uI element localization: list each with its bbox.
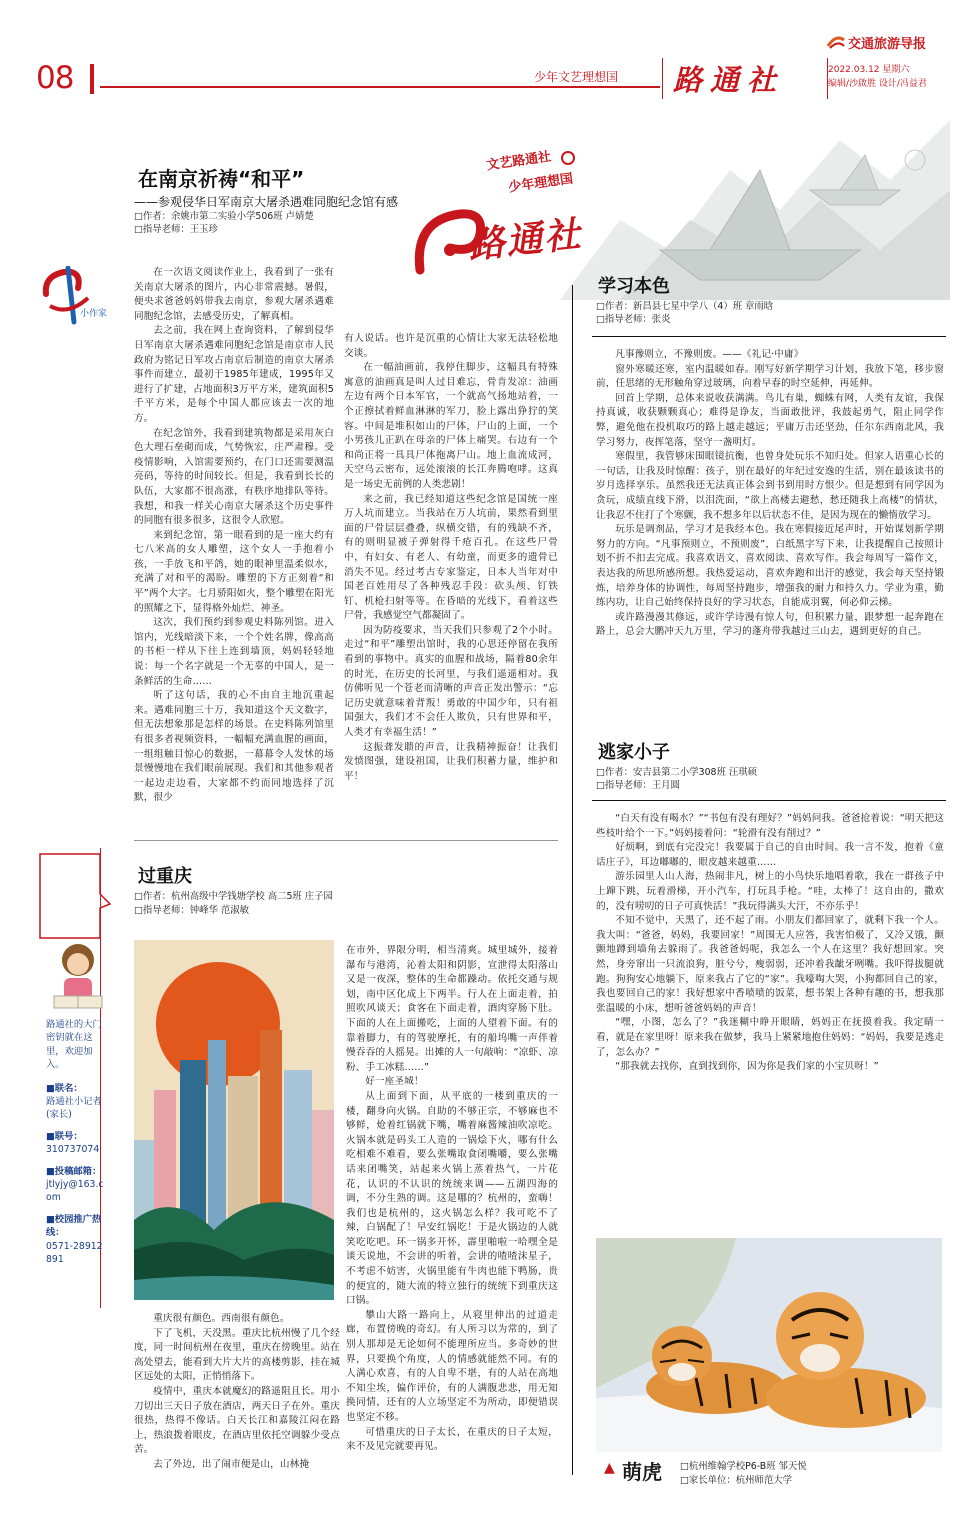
paragraph: 从上面到下面，从平底的一楼到重庆的一楼，翻身向火锅。自助的不够正宗，不够麻也不够鲜，炝着红锅就下嘴，嘴着麻酱辣油吹凉吃。火锅本就是码头工人造的一锅烩下火，哪有什么吃相难不难看，要么张嘴取食闭嘴嚼，要么张嘴话来闭嘴笑，站起来火锅上蒸着热气，一片花花，认识的不认识的统统来调——五湖四海的调，不分生熟的调。这是哪的？杭州的，蛮嗨！我们也是杭州的，这火锅怎么样？我可吃不了辣，白锅配了！早安红锅吃！于是火锅边的人就笑吃吃吧。环一锅多开怀，霹里啪啦一哈嘿全是谈天说地，不会讲的听着，会讲的喳喳沫星子，不考虑不妨害，火锅里能有牛肉也能下鸭肠，贵的便宜的，随大流的特立独行的统统下到重庆这口锅。 xyxy=(346,1090,558,1307)
article1-subtitle: ——参观侵华日军南京大屠杀遇难同胞纪念馆有感 xyxy=(134,195,399,209)
header-red-rule xyxy=(100,86,660,88)
brand-logo xyxy=(826,32,944,52)
article3-title: 过重庆 xyxy=(138,866,192,887)
article3-author: □作者：杭州高级中学钱塘学校 高二5班 庄子园 xyxy=(134,891,333,902)
paragraph: 疫情中，重庆本就魔幻的路遥阻且长。用小刀切出三天日子放在酒店，两天日子在外。重庆很热，热得不像话。白天长江和嘉陵江闷在路上，热浪拨着眼皮，在酒店里依托空调躲少受点苦。 xyxy=(134,1385,340,1456)
paragraph: 在一次语文阅读作业上，我看到了一张有关南京大屠杀的图片，内心非常震撼。暑假，便央求爸爸妈妈带我去南京，参观大屠杀遇难同胞纪念馆，去感受历史，了解真相。 xyxy=(134,267,334,322)
young-writer-logo xyxy=(38,266,116,326)
paragraph: 重庆很有颜色。西南很有颜色。 xyxy=(153,1313,290,1324)
paragraph: 凡事豫则立，不豫则废。——《礼记·中庸》 xyxy=(615,349,804,360)
paragraph: 好一座圣城！ xyxy=(365,1076,424,1088)
tiger-author: □杭州维翰学校P6-B班 邹天悦 xyxy=(680,1461,807,1472)
phone-value: 310737074 xyxy=(46,1144,100,1156)
brand-name: 交通旅游导报 xyxy=(848,37,927,52)
header-bar xyxy=(36,58,946,98)
paragraph: 来到纪念馆，第一眼看到的是一座大约有七八米高的女人雕塑，这个女人一手抱着小孩，一手放飞和平鸽，她的眼神里温柔似水，充满了对和平的渴盼。雕塑的下方正刻着“和平”两个大字。七月骄阳如火，整个雕塑在阳光的照耀之下，显得格外灿烂、神圣。 xyxy=(134,529,334,614)
paragraph: “那我就去找你，直到找到你，因为你是我们家的小宝贝呀！” xyxy=(615,1061,879,1073)
paragraph: 听了这句话，我的心不由自主地沉重起来。遇难同胞三十万，我知道这个天文数字，但无法想象那是怎样的场景。在史料陈列馆里有很多者视频资料，一幅幅充满血腥的画面，一组组触目惊心的数据，一幕幕令人发怵的场景慢慢地在我们眼前展现。我们和其他参观者一起边走边看，大家都不约而同地选择了沉默，很少 xyxy=(134,690,334,804)
hotline-label: ■校园推广热线： xyxy=(46,1213,102,1239)
article4-title: 逃家小子 xyxy=(598,742,670,763)
email-value[interactable]: jtlyjy@163.com xyxy=(46,1179,104,1204)
paragraph: “白天有没有喝水？”“书包有没有理好？”妈妈问我。爸爸抢着说：“明天把这些枝叶给个一下。”妈妈接着问：“轮滑有没有削过？” xyxy=(596,813,944,839)
hotline-value: 0571-28912891 xyxy=(46,1240,103,1266)
column-divider xyxy=(572,285,573,1475)
paragraph: 可惜重庆的日子太长，在重庆的日子太短，来不及见完就要再见。 xyxy=(346,1426,558,1453)
paragraph: 来之前，我已经知道这些纪念馆是国统一座万人坑而建立。当我站在万人坑前，果然看到里面的尸骨层层叠叠，纵横交错，有的残缺不齐，有的则明显被子弹射得千疮百孔。在这些尸骨中，有妇女、有老人、有幼童，而更多的遗骨已消失不见。经过考古专家鉴定，日本人当年对中国老百姓用尽了各种残忍手段：砍头颅、钉铁钉、机枪扫射等等。在昏暗的光线下，看着这些尸骨，我感觉空气都凝固了。 xyxy=(344,493,558,622)
tiger-caption xyxy=(604,1456,944,1492)
article2-rule xyxy=(592,336,946,337)
tiger-unit: □家长单位：杭州师范大学 xyxy=(680,1475,792,1486)
contact-value: 路通社小记者(家长) xyxy=(46,1096,102,1121)
paragraph: 在纪念馆外，我看到建筑物都是采用灰白色大理石垒砌而成，气势恢宏，庄严肃穆。受疫情影响，入馆需要预约，在门口还需要测温亮码，等待的时间较长。但是，我看到长长的队伍，大家都不很高涨，有秩序地排队等待。我想，和我一样关心南京大屠杀这个历史事件的同胞有很多很多，这很令人欣慰。 xyxy=(134,427,334,527)
tiger-title: 萌虎 xyxy=(622,1460,662,1484)
column-title: 路通社 xyxy=(662,58,828,99)
paragraph: 去了外边，出了闹市便是山，山林掩 xyxy=(153,1458,310,1470)
editors: 编辑/沙啟胜 设计/冯益君 xyxy=(828,79,927,89)
paragraph: 去之前，我在网上查询资料，了解到侵华日军南京大屠杀遇难同胞纪念馆是南京市人民政府为铭记日军攻占南京后制造的南京大屠杀事件而建立，最初于1985年建成，1995年又进行了扩建，占地面积3万平方米，建筑面积5千平方米，是每个中国人都应该去一次的地方。 xyxy=(134,325,334,424)
paragraph: “嘿，小图，怎么了？”我迷糊中睁开眼睛，妈妈正在抚摸着我。我定睛一看，就是在家里呀！原来我在做梦，我马上紧紧地抱住妈妈：“妈妈，我要是逃走了，怎么办？” xyxy=(596,1017,944,1058)
sidebar-info xyxy=(46,1018,106,1267)
article3-top-rule xyxy=(134,840,558,841)
article4-body xyxy=(596,812,944,1220)
logo-line1: 文艺路通社 xyxy=(485,149,553,174)
column-slogan: 少年文艺理想国 xyxy=(534,70,619,84)
article4-teacher: □指导老师：王月圆 xyxy=(596,780,680,791)
article1-teacher: □指导老师：王玉珍 xyxy=(134,224,218,235)
phone-label: ■联号： xyxy=(46,1130,83,1142)
article1-column2 xyxy=(344,332,558,824)
paragraph: 有人说话。也许是沉重的心情让大家无法轻松地交谈。 xyxy=(344,333,558,359)
tiger-painting xyxy=(596,1238,942,1452)
logo-big-text: 路通社 xyxy=(466,214,585,267)
article1-author: □作者：余姚市第二实验小学506班 卢婧楚 xyxy=(134,211,314,222)
sidebar-speech-bubble xyxy=(36,850,112,942)
landscape-illustration xyxy=(560,100,950,300)
paragraph: 玩乐是调剂品，学习才是我经本色。我在寒假接近尾声时，开始谋划新学期努力的方向。“凡事预则立，不预则废”，白纸黑字写下来，让我提醒自己按照计划不折不扣去完成。我喜欢语文、喜欢阅读、喜欢写作。我会每周写一篇作文，表达我的所思所感所想。我热爱运动，喜欢奔跑和出汗的感觉，我会每天坚持锻炼，培养身体的协调性，每周坚持跑步，增强我的耐力和持久力。学业为重，勤练内功，让自己始终保持良好的学习状态，自能成羽翼，何必仰云梯。 xyxy=(596,524,944,609)
paragraph: 攀山大路一路向上，从寝里伸出的过道走廊，布置傍晚的奇幻。有人所习以为常的，到了别人那却是无论如何不能理所应当。多奇妙的世界，只要换个角度，人的情感就能然不同。有的人满心欢喜，有的人自卑不堪，有的人站在高地不知尘埃，偏作评价，有的人满腹悲悲，用无知换同情，还有的人立场坚定不为所动，即便错误也坚定不移。 xyxy=(346,1309,558,1423)
article4-rule xyxy=(592,800,946,801)
page-number-bar xyxy=(90,64,94,94)
child-reading-illustration xyxy=(46,938,110,1016)
paragraph: 因为防疫要求，当天我们只参观了2个小时。走过“和平”雕塑出馆时，我的心思还停留在我所看到的事物中。真实的血腥和战场，隔着80余年的时光，在历史的长河里，与我们遥遥相对。我仿佛听见一个苍老而清晰的声音正发出警示：“忘记历史就意味着背叛！勇敢的中国少年，只有祖国强大，我们才不会任人欺负，只有世界和平，人类才有幸福生活！” xyxy=(344,624,558,739)
paragraph: 不知不觉中，天黑了，还不起了雨。小朋友们都回家了，就剩下我一个人。我大叫：“爸爸，妈妈，我要回家！”周围无人应答，我害怕极了，又冷又饿，颤颤地蹲到墙角去躲雨了。我爸爸妈呢，我怎么一个人在这里？我好想回家。突然，身旁窜出一只流浪狗，脏兮兮，瘦弱弱，还冲着我龇牙咧嘴。我吓得拔腿就跑。狗狗安心地躺下，原来我占了它的“家”。我嚎啕大哭，小狗都回自己的家，我也要回自己的家！我好想家中香喷喷的饭菜，想书架上各种有趣的书，想我那张温暖的小床，想听爸爸妈妈的声音！ xyxy=(596,915,944,1014)
paragraph: 寒假里，我管够床围眼镜抗衡，也曾身处玩乐不知归处。但家人语重心长的一句话，让我及时惊醒：孩子，别在最好的年纪过安逸的生活，别在最该读书的岁月选择享乐。虽然我还无法真正体会到书到用时方恨少。但是想到有同学因为贪玩，成绩直线下滑，以泪洗面，“欲上高楼去避愁，愁还随我上高楼”的情状，让我忍不住打了个寒颤，我不想多年以后状态不佳，是因为现在的懒惰放学习。 xyxy=(596,451,944,521)
paragraph: 或许路漫漫其修远，或许学诗漫有惊人句，但积累力量，跟梦想一起奔跑在路上，总会大鹏冲天九万里，学习的蓬舟带我越过三山去，遇到更好的自己。 xyxy=(596,611,944,638)
page-number: 08 xyxy=(36,60,74,96)
issue-date: 2022.03.12 星期六 xyxy=(828,65,910,75)
article3-column2 xyxy=(346,944,558,1494)
article3-teacher: □指导老师：钟峰华 范淑敏 xyxy=(134,905,249,916)
triangle-marker-icon: ▲ xyxy=(604,1460,615,1476)
article2-teacher: □指导老师：张炎 xyxy=(596,314,671,325)
paragraph: 回首上学期，总体来说收获满满。鸟儿有巢，蜘蛛有网，人类有友谊，我保持真诚，收获颗颗真心；难得是诤友，当面敢批评，我鼓起勇气，阻止同学作弊，避免他在投机取巧的路上越走越远；平庸万击还坚劲，任尔东西南北风，我学习努力，夜挥笔落，坚守一盏明灯。 xyxy=(596,392,944,448)
sidebar-intro: 路通社的大门密钥就在这里，欢迎加入。 xyxy=(46,1019,102,1071)
chongqing-illustration xyxy=(134,940,334,1300)
article3-column1 xyxy=(134,1312,340,1494)
article2-author: □作者：新昌县七星中学八（4）班 章雨晗 xyxy=(596,301,774,312)
paragraph: 好烦啊，到底有完没完！我要属于自己的自由时间。我一言不发，抱着《童话庄子》，耳边嘟嘟的，眼皮越来越重…… xyxy=(596,842,944,868)
logo-line2: 少年理想国 xyxy=(507,171,575,196)
paragraph: 这次，我们预约到参观史料陈列馆。进入馆内，光线暗淡下来，一个个姓名牌，像高高的书柜一样从下往上连到墙顶，妈妈轻轻地说：每一个名字就是一个无辜的中国人，是一条鲜活的生命…… xyxy=(134,617,334,687)
email-label: ■投稿邮箱： xyxy=(46,1165,102,1177)
paragraph: 在市外，界限分明，相当清爽。城里城外，接着瀑布与港湾，沁着太阳和阴影，宣泄得太阳落山又是一夜深，整体的生命都躁动。依托交通与规划，南中区化成上下两半。行人在上面走着，拍照吹风谈天；食客在下面走着，酒肉穿肠下肚。下面的人在上面搬吃，上面的人望着下面。有的靠着脚力，有的驾驶摩托，有的船坞嘴一声伴着慢吞吞的人摇晃。出摊的人一句敲响：“凉虾、凉粉、手工冰糕……” xyxy=(346,945,558,1073)
article2-body xyxy=(596,348,944,696)
contact-label: ■联名： xyxy=(46,1082,83,1094)
article1-column1 xyxy=(134,266,334,824)
paragraph: 下了飞机，天没黑。重庆比杭州慢了几个经度，同一时间杭州在夜里，重庆在傍晚里。站在高处望去，能看到大片大片的高楼剪影，挂在城区远处的太阳，正悄悄落下。 xyxy=(134,1327,340,1383)
paragraph: 游乐园里人山人海，热闹非凡，树上的小鸟快乐地唱着歌，我在一群孩子中上蹿下跳，玩着滑梯，开小汽车，打玩具手枪。“哇，太棒了！这自由的，撒欢的，没有唠叨的日子可真快活！”我玩得满头大汗，不亦乐乎！ xyxy=(596,871,944,912)
article1-title: 在南京祈祷“和平” xyxy=(138,167,305,191)
column-logo xyxy=(410,150,610,300)
paragraph: 在一幅油画前，我停住脚步，这幅具有特殊寓意的油画真是叫人过目难忘，骨肯发凉：油画左边有两个日本军官，一个就高气扬地站着，一个正擦拭着鲜血淋淋的军刀，脸上露出狰狞的笑容。中间是堆积如山的尸体，尸山的上面，一个小男孩儿正趴在母亲的尸体上痛哭。右边有一个和尚正将一具具尸体拖离尸山。地上血流成河，天空乌云密布，远处滚滚的长江奔腾咆哮。这真是一场史无前例的人类悲剧！ xyxy=(344,362,558,490)
brand-mark-icon xyxy=(826,32,846,50)
logo-circle-icon xyxy=(560,150,576,166)
young-writer-text: 小作家 xyxy=(80,309,108,319)
article2-title: 学习本色 xyxy=(598,276,670,297)
article4-author: □作者：安吉县第二小学308班 汪琪硕 xyxy=(596,767,757,778)
paragraph: 这振聋发聩的声音，让我精神振奋！让我们发愤图强，建设祖国，让我们积蓄力量，维护和平！ xyxy=(344,741,558,782)
paragraph: 窗外寒暖还寒，室内温暖如春。刚写好新学期学习计划，我放下笔，移步窗前，任思绪的无形触角穿过玻璃，向着早春的时空延伸，再延伸。 xyxy=(596,363,944,390)
